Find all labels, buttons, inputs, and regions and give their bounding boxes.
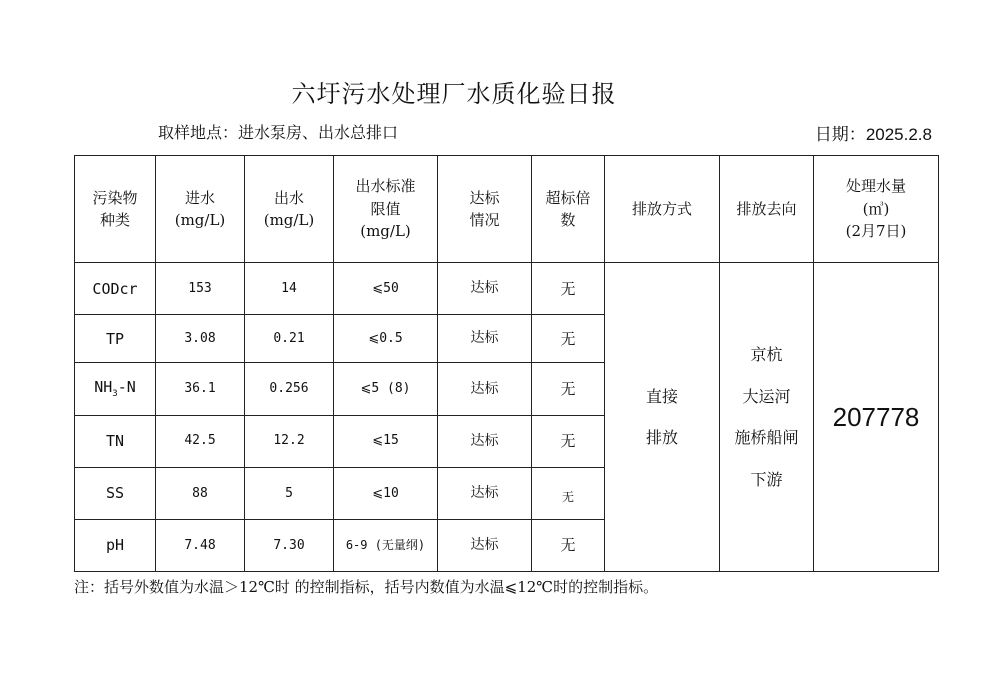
exceed-cell: 无	[532, 263, 605, 315]
discharge-dest-cell: 京杭 大运河 施桥船闸 下游	[720, 263, 814, 572]
limit-cell: ⩽50	[334, 263, 438, 315]
limit-cell: 6-9 (无量纲)	[334, 519, 438, 571]
pollutant-cell: $NH_3-N$	[75, 363, 156, 415]
exceed-cell: 无	[532, 315, 605, 363]
footnote: 注：括号外数值为水温＞12℃时 的控制指标，括号内数值为水温⩽12℃时的控制指标。	[74, 578, 659, 596]
header-outflow: 出水 (mg/L)	[245, 156, 334, 263]
date-label: 日期：	[814, 125, 866, 145]
inflow-cell: 7.48	[156, 519, 245, 571]
exceed-cell: 无	[532, 363, 605, 415]
status-cell: 达标	[438, 519, 532, 571]
header-inflow: 进水 (mg/L)	[156, 156, 245, 263]
water-quality-table	[74, 155, 939, 572]
header-status: 达标 情况	[438, 156, 532, 263]
status-cell: 达标	[438, 363, 532, 415]
report-date	[815, 120, 932, 145]
inflow-cell: 88	[156, 467, 245, 519]
limit-cell: ⩽5 (8)	[334, 363, 438, 415]
pollutant-cell: CODcr	[75, 263, 156, 315]
date-value: 2025.2.8	[865, 125, 932, 144]
inflow-cell: 36.1	[156, 363, 245, 415]
table-row	[75, 263, 939, 315]
outflow-cell: 5	[245, 467, 334, 519]
pollutant-cell: TP	[75, 315, 156, 363]
outflow-cell: 12.2	[245, 415, 334, 467]
status-cell: 达标	[438, 415, 532, 467]
inflow-cell: 153	[156, 263, 245, 315]
inflow-cell: 42.5	[156, 415, 245, 467]
header-limit: 出水标准 限值 (mg/L)	[334, 156, 438, 263]
discharge-method-cell: 直接 排放	[605, 263, 720, 572]
limit-cell: ⩽0.5	[334, 315, 438, 363]
outflow-cell: 7.30	[245, 519, 334, 571]
limit-cell: ⩽10	[334, 467, 438, 519]
outflow-cell: 0.256	[245, 363, 334, 415]
header-row	[75, 156, 939, 263]
exceed-cell: 无	[532, 467, 605, 519]
header-volume: 处理水量 (㎥) (2月7日)	[814, 156, 939, 263]
status-cell: 达标	[438, 315, 532, 363]
sampling-location: 取样地点：进水泵房、出水总排口	[158, 123, 399, 142]
header-discharge-method: 排放方式	[605, 156, 720, 263]
exceed-cell: 无	[532, 519, 605, 571]
report-title: 六圩污水处理厂水质化验日报	[291, 80, 617, 108]
outflow-cell: 0.21	[245, 315, 334, 363]
status-cell: 达标	[438, 467, 532, 519]
pollutant-cell: TN	[75, 415, 156, 467]
limit-cell: ⩽15	[334, 415, 438, 467]
pollutant-cell: pH	[75, 519, 156, 571]
pollutant-cell: SS	[75, 467, 156, 519]
header-pollutant: 污染物 种类	[75, 156, 156, 263]
treated-volume-cell: 207778	[814, 263, 939, 572]
header-discharge-dest: 排放去向	[720, 156, 814, 263]
exceed-cell: 无	[532, 415, 605, 467]
inflow-cell: 3.08	[156, 315, 245, 363]
outflow-cell: 14	[245, 263, 334, 315]
header-exceed: 超标倍 数	[532, 156, 605, 263]
status-cell: 达标	[438, 263, 532, 315]
